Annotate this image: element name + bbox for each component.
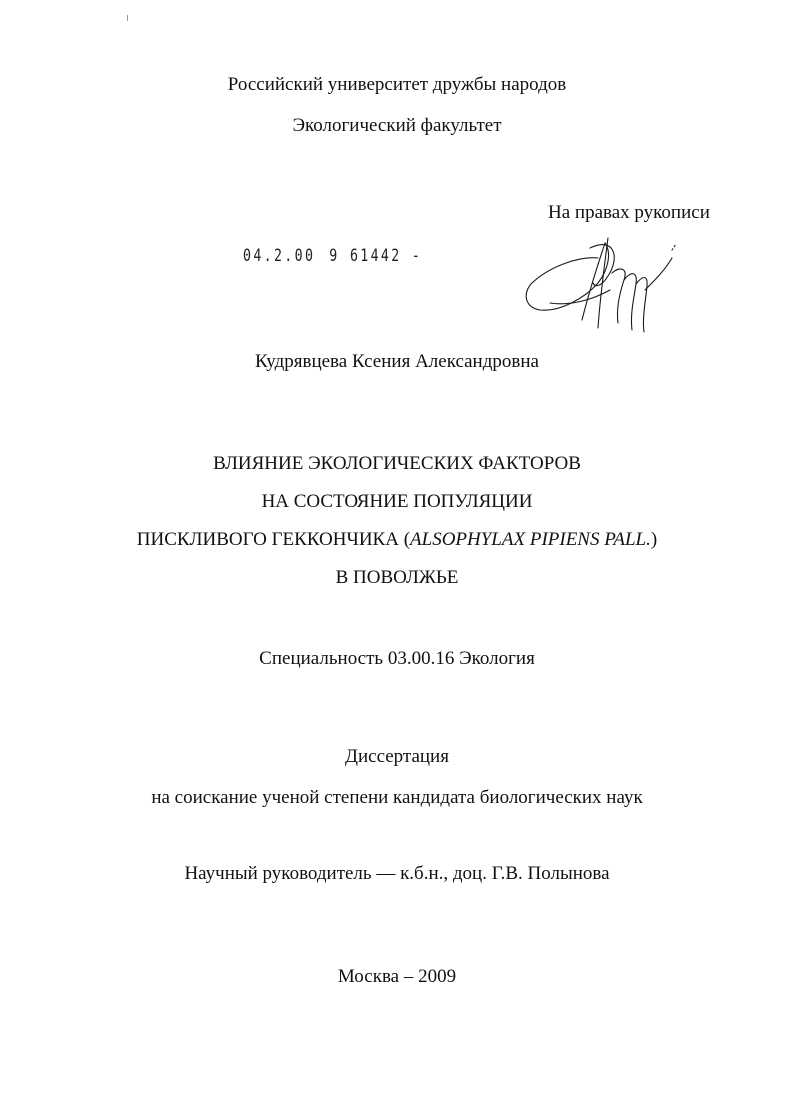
title-line-4: В ПОВОЛЖЬЕ [335, 567, 459, 588]
library-stamp [243, 245, 422, 267]
manuscript-rights-note: На правах рукописи [548, 202, 710, 223]
species-latin-name: ALSOPHYLAX PIPIENS PALL. [410, 529, 651, 550]
title-line-2: НА СОСТОЯНИЕ ПОПУЛЯЦИИ [261, 491, 533, 512]
faculty-name: Экологический факультет [292, 115, 502, 136]
degree-line: на соискание ученой степени кандидата биологических наук [151, 787, 643, 808]
author-name: Кудрявцева Ксения Александровна [255, 351, 539, 372]
scan-speck [127, 15, 128, 21]
university-name: Российский университет дружбы народов [227, 74, 567, 95]
title-line-3-suffix: ) [650, 529, 658, 550]
specialty: Специальность 03.00.16 Экология [259, 648, 535, 669]
title-line-3-prefix: ПИСКЛИВОГО ГЕККОНЧИКА ( [136, 529, 411, 550]
title-line-1: ВЛИЯНИЕ ЭКОЛОГИЧЕСКИХ ФАКТОРОВ [213, 453, 581, 474]
title-line-3 [0, 528, 794, 552]
stamp-number: 9 61442 - [329, 246, 423, 266]
signature-icon [520, 228, 690, 338]
stamp-date: 04.2.00 [243, 246, 316, 266]
dissertation-label: Диссертация [345, 746, 449, 767]
place-year: Москва – 2009 [337, 966, 457, 987]
supervisor: Научный руководитель — к.б.н., доц. Г.В. Полынова [184, 863, 610, 884]
